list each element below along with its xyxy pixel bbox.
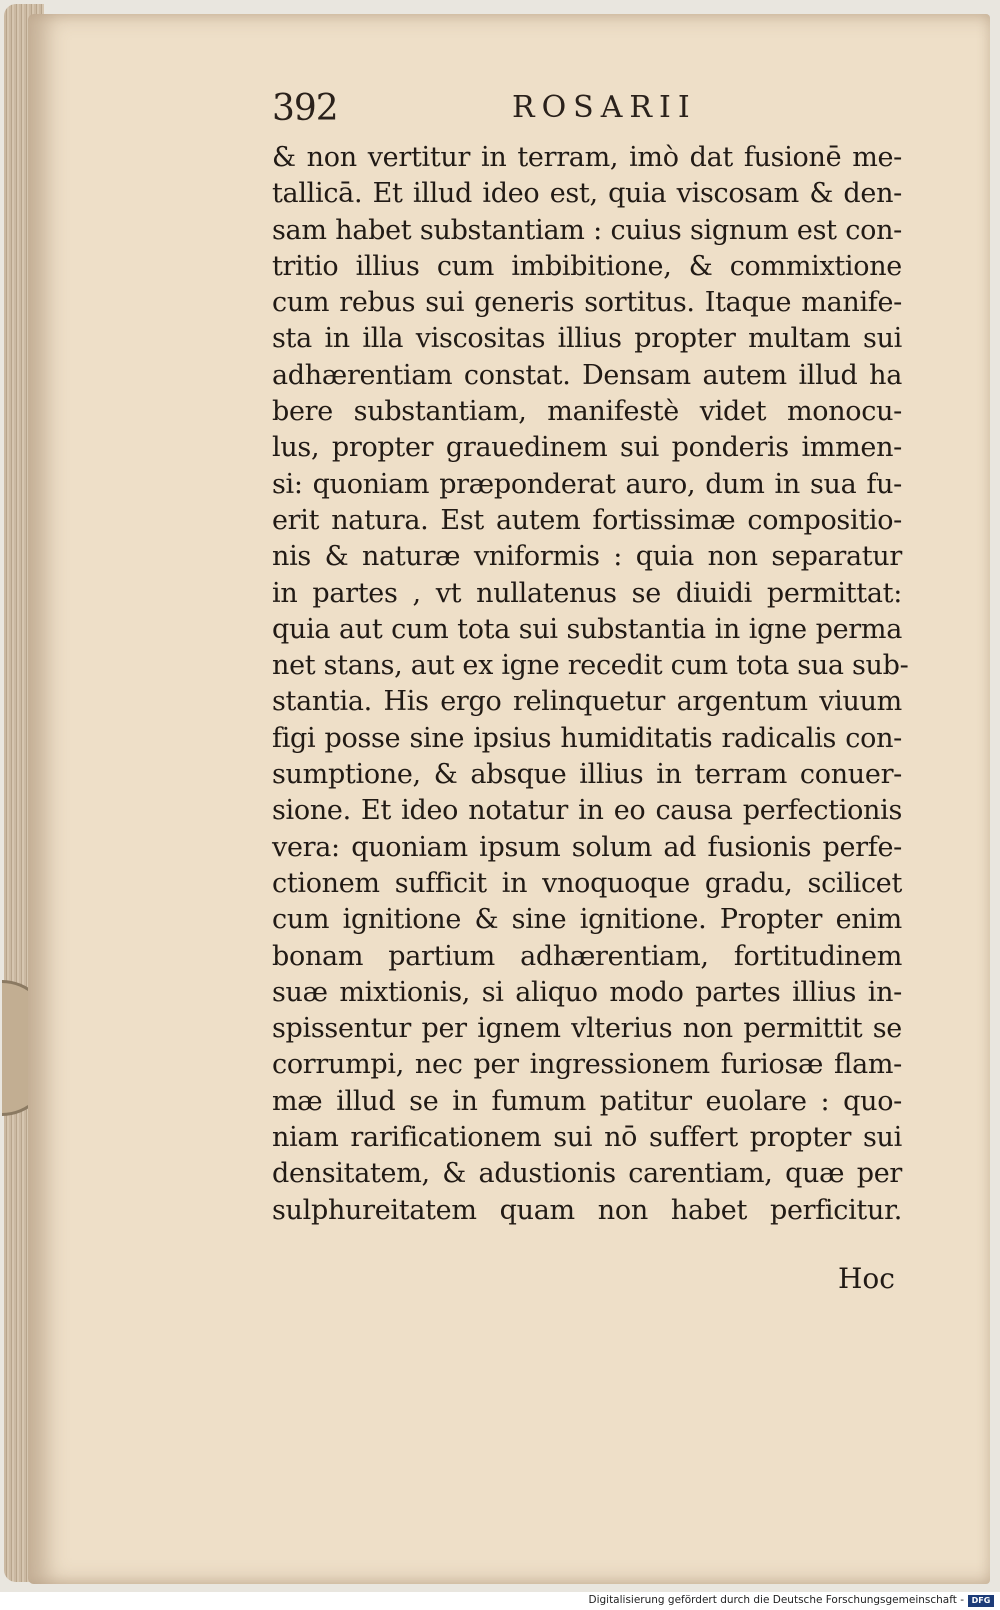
text-line: adhærentiam constat. Densam autem illud ha: [272, 359, 902, 391]
text-line: suæ mixtionis, si aliquo modo partes illius in-: [272, 976, 902, 1008]
text-line: in partes , vt nullatenus se diuidi permittat:: [272, 577, 902, 609]
text-line: tritio illius cum imbibitione, & commixtione: [272, 250, 902, 282]
running-title: ROSARII: [512, 90, 697, 125]
body-text: [272, 140, 909, 1229]
running-head: [272, 88, 712, 134]
text-line: tallicā. Et illud ideo est, quia viscosam & den-: [272, 178, 902, 210]
text-line: spissentur per ignem vlterius non permittit se: [272, 1013, 902, 1045]
text-line: bere substantiam, manifestè videt monocu-: [272, 396, 902, 428]
text-line: densitatem, & adustionis carentiam, quæ per: [272, 1158, 902, 1190]
text-line: si: quoniam præponderat auro, dum in sua fu-: [272, 468, 902, 500]
text-line: lus, propter grauedinem sui ponderis immen-: [272, 432, 902, 464]
text-line: figi posse sine ipsius humiditatis radicalis con-: [272, 722, 902, 754]
text-line: net stans, aut ex igne recedit cum tota sua sub-: [272, 650, 909, 682]
text-line: niam rarificationem sui nō suffert propter sui: [272, 1122, 902, 1154]
text-line: sam habet substantiam : cuius signum est con-: [272, 214, 902, 246]
dfg-logo: DFG: [968, 1595, 994, 1607]
page-number: 392: [272, 88, 338, 129]
text-line: sione. Et ideo notatur in eo causa perfectionis: [272, 795, 902, 827]
text-line: vera: quoniam ipsum solum ad fusionis perfe-: [272, 831, 902, 863]
text-line: ctionem sufficit in vnoquoque gradu, scilicet: [272, 867, 902, 899]
text-line: corrumpi, nec per ingressionem furiosæ flam-: [272, 1049, 902, 1081]
text-line: quia aut cum tota sui substantia in igne perma: [272, 613, 902, 645]
text-line: cum rebus sui generis sortitus. Itaque manife-: [272, 287, 902, 319]
text-line: sta in illa viscositas illius propter multam sui: [272, 323, 902, 355]
text-line: cum ignitione & sine ignitione. Propter enim: [272, 904, 902, 936]
text-line: nis & naturæ vniformis : quia non separatur: [272, 541, 902, 573]
text-line: bonam partium adhærentiam, fortitudinem: [272, 940, 902, 972]
text-line: sulphureitatem quam non habet perficitur.: [272, 1194, 902, 1226]
text-line: & non vertitur in terram, imò dat fusionē me-: [272, 142, 902, 173]
text-line: sumptione, & absque illius in terram conuer-: [272, 759, 902, 791]
funding-credit: Digitalisierung gefördert durch die Deutsche Forschungsgemeinschaft -: [588, 1594, 964, 1606]
catchword: Hoc: [838, 1262, 895, 1295]
text-line: stantia. His ergo relinquetur argentum viuum: [272, 686, 902, 718]
text-line: erit natura. Est autem fortissimæ compositio-: [272, 504, 902, 536]
text-line: mæ illud se in fumum patitur euolare : quo-: [272, 1085, 902, 1117]
footer-bar: [0, 1592, 1000, 1610]
